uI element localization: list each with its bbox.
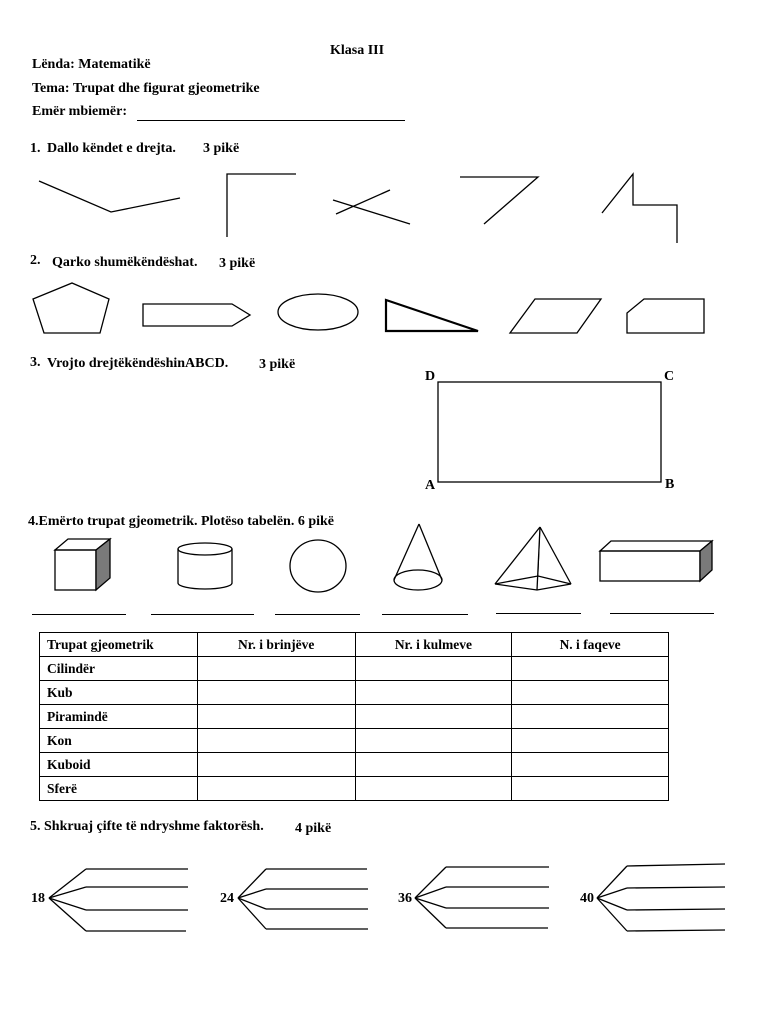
factor-number-18: 18 [31,891,45,906]
factor-number-40: 40 [580,891,594,906]
factor-tree-24 [238,869,368,929]
factor-tree-36 [415,867,549,928]
vertex-a-label: A [425,478,436,493]
q1-points: 3 pikë [203,141,240,156]
table-header-cell: Trupat gjeometrik [40,633,198,657]
vertex-c-label: C [664,369,675,384]
factor-tree-18 [49,869,188,931]
topic-line: Tema: Trupat dhe figurat gjeometrike [32,81,260,96]
factor-tree-40 [597,864,725,931]
q5-points: 4 pikë [295,821,332,836]
q3-number: 3. [30,355,41,370]
row-label: Kub [40,681,198,705]
row-label: Piramindë [40,705,198,729]
row-label: Cilindër [40,657,198,681]
q3-text: Vrojto drejtëkëndëshinABCD. [47,356,229,371]
q1-number: 1. [30,141,41,156]
table-header-cell: Nr. i brinjëve [197,633,355,657]
q5-text: 5. Shkruaj çifte të ndryshme faktorësh. [30,819,264,834]
subject-line: Lënda: Matematikë [32,57,151,72]
vertex-b-label: B [665,477,675,492]
vertex-d-label: D [425,369,436,384]
q4-text: 4.Emërto trupat gjeometrik. Plotëso tabelën. 6 pikë [28,514,334,529]
q2-text: Qarko shumëkëndëshat. [52,255,198,270]
row-label: Kon [40,729,198,753]
factor-number-36: 36 [398,891,412,906]
q2-points: 3 pikë [219,256,256,271]
q3-points: 3 pikë [259,357,296,372]
table-header-cell: N. i faqeve [512,633,669,657]
q1-text: Dallo këndet e drejta. [47,141,176,156]
row-label: Sferë [40,777,198,801]
row-label: Kuboid [40,753,198,777]
class-title: Klasa III [330,43,385,58]
name-label: Emër mbiemër: [32,104,127,119]
q2-number: 2. [30,253,41,268]
table-header-cell: Nr. i kulmeve [355,633,512,657]
factor-number-24: 24 [220,891,234,906]
